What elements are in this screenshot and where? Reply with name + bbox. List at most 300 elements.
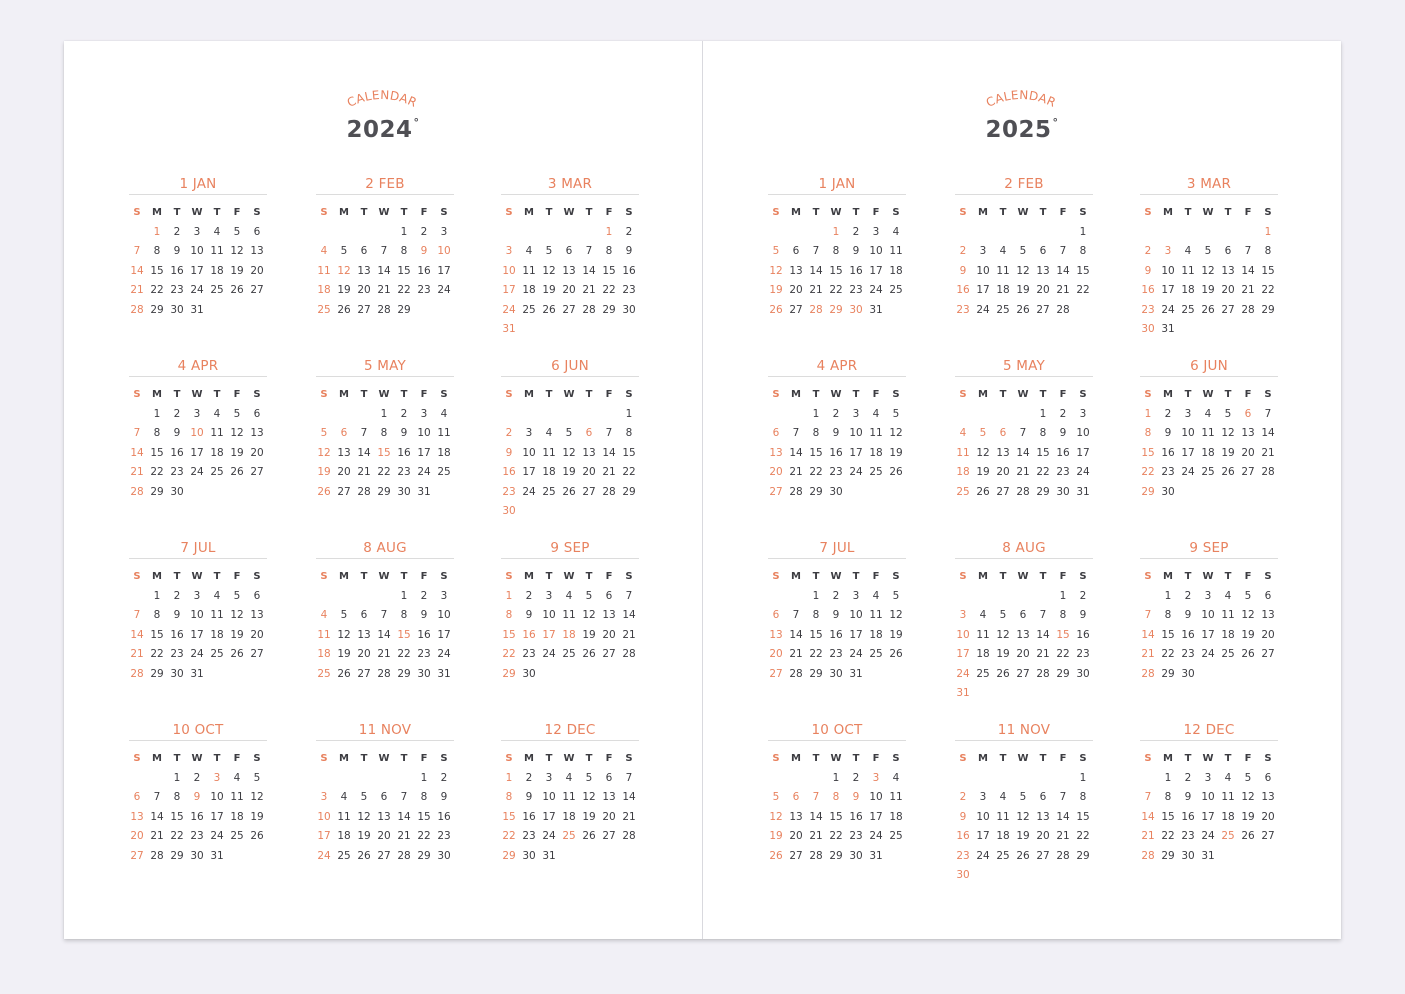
day-cell: 23 <box>956 303 970 316</box>
day-cell: 15 <box>397 628 411 641</box>
month-name: JAN <box>192 176 217 192</box>
weekday-header: F <box>605 389 613 401</box>
day-grid <box>499 749 641 865</box>
day-cell: 24 <box>417 466 431 479</box>
day-cell: 23 <box>522 648 536 661</box>
day-cell: 17 <box>976 830 990 843</box>
weekday-header: M <box>152 753 162 765</box>
day-cell: 30 <box>397 485 411 498</box>
day-cell: 14 <box>809 264 823 277</box>
month-divider <box>1140 740 1278 741</box>
day-cell: 24 <box>437 648 451 661</box>
day-cell: 11 <box>210 427 224 440</box>
month-apr <box>766 357 908 501</box>
day-cell: 25 <box>956 485 970 498</box>
day-cell: 9 <box>525 609 533 622</box>
day-cell: 9 <box>1144 264 1152 277</box>
day-cell: 17 <box>437 628 451 641</box>
day-cell: 18 <box>1221 810 1235 823</box>
day-cell: 18 <box>562 628 576 641</box>
day-cell: 24 <box>522 485 536 498</box>
day-cell: 26 <box>1241 830 1255 843</box>
day-cell: 3 <box>1164 245 1172 258</box>
day-cell: 14 <box>1016 446 1030 459</box>
day-cell: 16 <box>170 628 184 641</box>
day-cell: 25 <box>562 648 576 661</box>
day-cell: 18 <box>869 446 883 459</box>
day-cell: 1 <box>812 408 820 421</box>
day-cell: 25 <box>542 485 556 498</box>
weekday-header: S <box>625 389 633 401</box>
month-divider <box>1140 558 1278 559</box>
day-cell: 29 <box>150 667 164 680</box>
week-row <box>1138 788 1280 807</box>
week-row <box>314 242 456 261</box>
weekday-header: W <box>563 207 575 219</box>
day-cell: 20 <box>337 466 351 479</box>
day-cell: 6 <box>1264 590 1272 603</box>
day-cell: 19 <box>1221 446 1235 459</box>
day-cell: 21 <box>377 284 391 297</box>
day-cell: 17 <box>522 466 536 479</box>
day-cell: 2 <box>505 427 513 440</box>
day-cell: 6 <box>253 590 261 603</box>
weekday-header-row <box>314 567 456 586</box>
day-cell: 1 <box>605 226 613 239</box>
week-row <box>127 664 269 683</box>
day-cell: 8 <box>153 427 161 440</box>
day-cell: 7 <box>625 590 633 603</box>
day-cell: 30 <box>437 849 451 862</box>
month-name: JUL <box>832 540 855 556</box>
day-cell: 26 <box>1221 466 1235 479</box>
week-row <box>127 261 269 280</box>
day-cell: 8 <box>380 427 388 440</box>
day-cell: 17 <box>502 284 516 297</box>
day-cell: 26 <box>337 303 351 316</box>
day-cell: 12 <box>996 628 1010 641</box>
day-cell: 25 <box>889 284 903 297</box>
day-cell: 16 <box>622 264 636 277</box>
day-cell: 20 <box>1016 648 1030 661</box>
day-cell: 18 <box>522 284 536 297</box>
day-cell: 13 <box>1036 264 1050 277</box>
day-cell: 19 <box>996 648 1010 661</box>
weekday-header: S <box>959 571 967 583</box>
day-cell: 11 <box>437 427 451 440</box>
day-cell: 11 <box>1201 427 1215 440</box>
month-number: 1 <box>818 176 828 192</box>
day-cell: 20 <box>602 628 616 641</box>
day-cell: 26 <box>582 648 596 661</box>
day-cell: 19 <box>769 830 783 843</box>
day-cell: 23 <box>1076 648 1090 661</box>
week-row <box>314 586 456 605</box>
day-cell: 4 <box>1184 245 1192 258</box>
weekday-header: T <box>1184 753 1192 765</box>
month-title <box>314 721 456 740</box>
weekday-header: T <box>585 207 593 219</box>
day-cell: 12 <box>250 791 264 804</box>
week-row <box>1138 807 1280 826</box>
day-cell: 4 <box>565 772 573 785</box>
day-cell: 9 <box>505 446 513 459</box>
week-row <box>499 606 641 625</box>
day-cell: 20 <box>789 284 803 297</box>
day-cell: 9 <box>959 810 967 823</box>
day-cell: 25 <box>522 303 536 316</box>
weekday-header: S <box>253 571 261 583</box>
weekday-header: T <box>852 571 860 583</box>
day-cell: 5 <box>545 245 553 258</box>
day-cell: 8 <box>400 609 408 622</box>
day-cell: 10 <box>210 791 224 804</box>
weekday-header: M <box>152 207 162 219</box>
day-cell: 5 <box>233 408 241 421</box>
weekday-header: T <box>360 389 368 401</box>
day-cell: 21 <box>130 466 144 479</box>
day-cell: 27 <box>602 830 616 843</box>
week-row <box>766 463 908 482</box>
weekday-header: T <box>1224 571 1232 583</box>
week-row <box>127 242 269 261</box>
day-cell: 9 <box>420 609 428 622</box>
day-cell: 29 <box>1076 849 1090 862</box>
month-mar <box>499 175 641 339</box>
weekday-header: F <box>1244 753 1252 765</box>
week-row <box>766 443 908 462</box>
day-cell: 27 <box>769 667 783 680</box>
day-cell: 11 <box>1221 791 1235 804</box>
weekday-header: T <box>360 207 368 219</box>
day-cell: 23 <box>170 466 184 479</box>
month-jun <box>499 357 641 521</box>
weekday-header: S <box>892 571 900 583</box>
day-cell: 12 <box>230 427 244 440</box>
day-cell: 14 <box>130 628 144 641</box>
week-row <box>499 482 641 501</box>
month-number: 8 <box>363 540 373 556</box>
day-cell: 9 <box>420 245 428 258</box>
day-cell: 10 <box>1201 609 1215 622</box>
weekday-header: M <box>791 571 801 583</box>
weekday-header: T <box>545 207 553 219</box>
day-cell: 9 <box>440 791 448 804</box>
day-cell: 17 <box>542 628 556 641</box>
month-nov <box>314 721 456 865</box>
day-cell: 21 <box>1261 446 1275 459</box>
week-row <box>314 788 456 807</box>
weekday-header: S <box>1079 571 1087 583</box>
month-name: JUN <box>564 358 589 374</box>
day-cell: 29 <box>1261 303 1275 316</box>
day-cell: 26 <box>230 648 244 661</box>
day-cell: 16 <box>1056 446 1070 459</box>
week-row <box>499 281 641 300</box>
day-cell: 19 <box>1201 284 1215 297</box>
day-cell: 28 <box>809 303 823 316</box>
month-name: APR <box>829 358 858 374</box>
day-cell: 19 <box>1016 284 1030 297</box>
day-cell: 20 <box>130 830 144 843</box>
month-number: 7 <box>819 540 829 556</box>
month-title <box>766 175 908 194</box>
weekday-header: T <box>173 753 181 765</box>
month-divider <box>129 740 267 741</box>
day-cell: 19 <box>230 446 244 459</box>
week-row <box>499 424 641 443</box>
day-cell: 19 <box>889 446 903 459</box>
weekday-header-row <box>314 203 456 222</box>
day-cell: 24 <box>869 830 883 843</box>
day-grid <box>766 385 908 501</box>
month-divider <box>768 376 906 377</box>
weekday-header: M <box>978 389 988 401</box>
day-cell: 13 <box>582 446 596 459</box>
day-cell: 7 <box>153 791 161 804</box>
day-cell: 10 <box>849 427 863 440</box>
day-cell: 2 <box>440 772 448 785</box>
day-cell: 13 <box>337 446 351 459</box>
day-cell: 21 <box>1016 466 1030 479</box>
week-row <box>314 846 456 865</box>
day-cell: 1 <box>812 590 820 603</box>
day-cell: 6 <box>772 427 780 440</box>
day-cell: 9 <box>832 609 840 622</box>
day-cell: 7 <box>1019 427 1027 440</box>
calendar-arc-svg <box>971 85 1071 111</box>
month-may <box>953 357 1095 501</box>
day-cell: 17 <box>849 628 863 641</box>
day-cell: 2 <box>832 590 840 603</box>
day-cell: 30 <box>417 667 431 680</box>
day-cell: 5 <box>999 609 1007 622</box>
weekday-header: S <box>133 389 141 401</box>
weekday-header: M <box>339 389 349 401</box>
weekday-header: S <box>1079 207 1087 219</box>
month-title <box>314 539 456 558</box>
week-row <box>766 404 908 423</box>
week-row <box>499 788 641 807</box>
day-cell: 8 <box>1164 791 1172 804</box>
weekday-header: S <box>1079 753 1087 765</box>
day-cell: 6 <box>1019 609 1027 622</box>
month-divider <box>129 558 267 559</box>
weekday-header-row <box>127 203 269 222</box>
weekday-header: T <box>360 753 368 765</box>
day-cell: 2 <box>852 226 860 239</box>
week-row <box>1138 645 1280 664</box>
day-cell: 21 <box>397 830 411 843</box>
week-row <box>766 242 908 261</box>
weekday-header: M <box>1163 389 1173 401</box>
weekday-header: S <box>959 389 967 401</box>
day-cell: 24 <box>849 466 863 479</box>
week-row <box>499 586 641 605</box>
day-cell: 8 <box>1264 245 1272 258</box>
day-cell: 15 <box>1056 628 1070 641</box>
day-cell: 13 <box>602 791 616 804</box>
day-cell: 3 <box>525 427 533 440</box>
day-cell: 14 <box>1056 810 1070 823</box>
day-cell: 9 <box>1184 791 1192 804</box>
day-cell: 2 <box>525 590 533 603</box>
week-row <box>127 424 269 443</box>
day-grid <box>1138 749 1280 865</box>
month-number: 9 <box>1189 540 1199 556</box>
day-cell: 9 <box>625 245 633 258</box>
day-cell: 1 <box>400 590 408 603</box>
day-cell: 12 <box>317 446 331 459</box>
day-cell: 13 <box>562 264 576 277</box>
day-cell: 4 <box>1224 772 1232 785</box>
day-cell: 2 <box>1184 772 1192 785</box>
svg-text:CALENDAR <box>984 88 1058 110</box>
day-cell: 18 <box>437 446 451 459</box>
day-cell: 29 <box>170 849 184 862</box>
day-cell: 5 <box>233 590 241 603</box>
day-cell: 2 <box>193 772 201 785</box>
month-title <box>1138 539 1280 558</box>
day-cell: 1 <box>1164 772 1172 785</box>
day-cell: 10 <box>976 810 990 823</box>
month-jul <box>127 539 269 683</box>
day-cell: 2 <box>173 408 181 421</box>
weekday-header-row <box>953 385 1095 404</box>
week-row <box>953 664 1095 683</box>
day-cell: 23 <box>1161 466 1175 479</box>
day-cell: 29 <box>602 303 616 316</box>
day-cell: 28 <box>1016 485 1030 498</box>
weekday-header: W <box>1017 571 1029 583</box>
day-cell: 2 <box>1164 408 1172 421</box>
weekday-header-row <box>127 385 269 404</box>
weekday-header: T <box>852 207 860 219</box>
week-row <box>766 261 908 280</box>
day-cell: 10 <box>417 427 431 440</box>
week-row <box>953 768 1095 787</box>
week-row <box>127 404 269 423</box>
month-apr <box>127 357 269 501</box>
day-grid <box>499 385 641 521</box>
weekday-header: T <box>213 753 221 765</box>
day-cell: 8 <box>1059 609 1067 622</box>
day-cell: 13 <box>769 446 783 459</box>
day-cell: 12 <box>976 446 990 459</box>
weekday-header: T <box>545 571 553 583</box>
week-row <box>127 606 269 625</box>
weekday-header: M <box>152 389 162 401</box>
day-cell: 24 <box>1201 830 1215 843</box>
day-cell: 15 <box>1261 264 1275 277</box>
week-row <box>1138 664 1280 683</box>
week-row <box>314 443 456 462</box>
day-cell: 20 <box>250 264 264 277</box>
day-cell: 16 <box>522 810 536 823</box>
day-cell: 15 <box>1076 810 1090 823</box>
month-divider <box>768 740 906 741</box>
day-cell: 28 <box>582 303 596 316</box>
day-cell: 19 <box>230 264 244 277</box>
month-title <box>499 175 641 194</box>
day-grid <box>953 385 1095 501</box>
day-cell: 23 <box>829 648 843 661</box>
week-row <box>953 645 1095 664</box>
month-number: 5 <box>364 358 373 374</box>
weekday-header: F <box>233 389 241 401</box>
week-row <box>766 846 908 865</box>
day-cell: 25 <box>1221 830 1235 843</box>
day-cell: 3 <box>1079 408 1087 421</box>
day-cell: 14 <box>150 810 164 823</box>
day-cell: 14 <box>789 446 803 459</box>
day-cell: 27 <box>789 303 803 316</box>
day-cell: 10 <box>502 264 516 277</box>
day-cell: 28 <box>622 648 636 661</box>
week-row <box>499 463 641 482</box>
day-cell: 9 <box>173 609 181 622</box>
day-cell: 29 <box>502 849 516 862</box>
weekday-header: T <box>585 753 593 765</box>
month-name: JUN <box>1203 358 1228 374</box>
month-aug <box>953 539 1095 703</box>
day-cell: 12 <box>1016 264 1030 277</box>
day-cell: 18 <box>889 810 903 823</box>
weekday-header: S <box>505 571 513 583</box>
day-cell: 24 <box>869 284 883 297</box>
weekday-header: W <box>191 389 203 401</box>
day-cell: 7 <box>1059 245 1067 258</box>
weekday-header-row <box>766 749 908 768</box>
day-cell: 15 <box>622 446 636 459</box>
month-title <box>1138 721 1280 740</box>
day-cell: 2 <box>1144 245 1152 258</box>
day-cell: 22 <box>809 466 823 479</box>
day-cell: 26 <box>1016 303 1030 316</box>
day-cell: 14 <box>809 810 823 823</box>
day-cell: 7 <box>380 609 388 622</box>
weekday-header: T <box>999 207 1007 219</box>
day-cell: 10 <box>1076 427 1090 440</box>
day-cell: 28 <box>397 849 411 862</box>
day-cell: 3 <box>545 772 553 785</box>
day-cell: 21 <box>809 830 823 843</box>
week-row <box>499 645 641 664</box>
day-cell: 12 <box>1221 427 1235 440</box>
day-cell: 21 <box>1056 830 1070 843</box>
day-cell: 19 <box>542 284 556 297</box>
weekday-header: W <box>378 571 390 583</box>
day-cell: 27 <box>1261 830 1275 843</box>
day-cell: 6 <box>999 427 1007 440</box>
day-cell: 22 <box>150 648 164 661</box>
day-grid <box>127 385 269 501</box>
week-row <box>499 501 641 520</box>
day-cell: 25 <box>337 849 351 862</box>
day-cell: 29 <box>809 485 823 498</box>
month-number: 12 <box>544 722 563 738</box>
weekday-header: M <box>339 571 349 583</box>
day-cell: 20 <box>1036 284 1050 297</box>
weekday-header-row <box>766 203 908 222</box>
calendar-arc-svg <box>332 85 432 111</box>
month-mar <box>1138 175 1280 339</box>
day-cell: 6 <box>605 590 613 603</box>
day-cell: 11 <box>869 427 883 440</box>
weekday-header: T <box>400 571 408 583</box>
day-cell: 11 <box>889 791 903 804</box>
day-cell: 1 <box>173 772 181 785</box>
